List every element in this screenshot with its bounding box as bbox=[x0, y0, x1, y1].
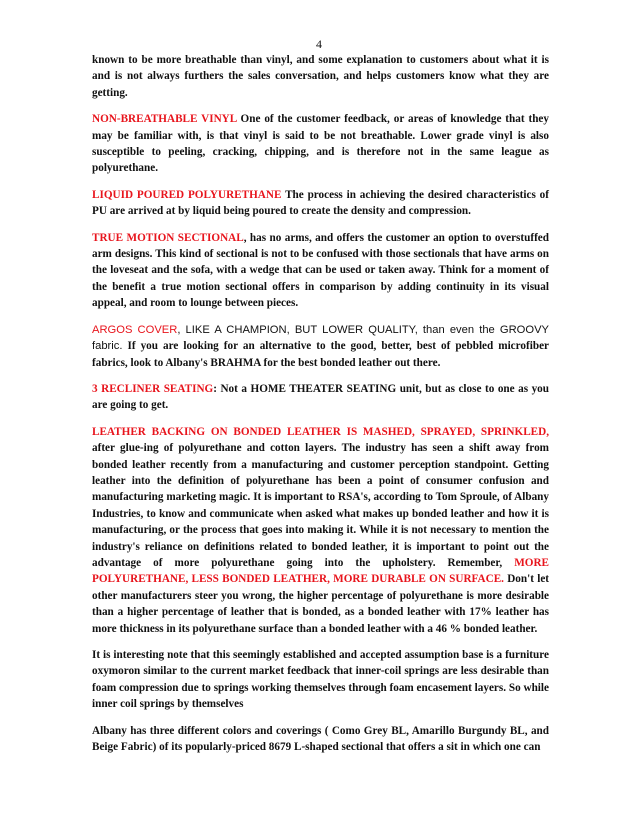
section-heading: NON-BREATHABLE VINYL bbox=[92, 113, 237, 126]
paragraph-text: It is interesting note that this seemingly established and accepted assumption base is a furniture oxymoron similar to the current market feedback that inner-coil springs are less desirable than foam compression due to springs working themselves through foam encasement layers. So while inner coil springs by themselves bbox=[92, 649, 549, 711]
paragraph-argos-cover bbox=[92, 322, 549, 371]
paragraph-liquid-poured-polyurethane bbox=[92, 187, 549, 220]
section-heading: TRUE MOTION SECTIONAL bbox=[92, 231, 244, 244]
paragraph-albany-colors bbox=[92, 723, 549, 756]
paragraph-text: known to be more breathable than vinyl, and some explanation to customers about what it is and is not always furthers the sales conversation, and helps customers know what they are getting. bbox=[92, 54, 549, 99]
section-heading: LEATHER BACKING ON BONDED LEATHER IS MASHED, SPRAYED, SPRINKLED, bbox=[92, 425, 549, 438]
paragraph-text: Albany has three different colors and coverings ( Como Grey BL, Amarillo Burgundy BL, and Beige Fabric) of its popularly-priced 8679 L-shaped sectional that offers a sit in which one can bbox=[92, 724, 549, 754]
paragraph-text: after glue-ing of polyurethane and cotton layers. The industry has seen a shift away from bonded leather recently from a manufacturing and customer perception standpoint. Getting leather into the definition of polyurethane has been a point of consumer confusion and manufacturing marketing magic. It is important to RSA's, according to Tom Sproule, of Albany Industries, to know and communicate when asked what makes up bonded leather and how it is manufacturing, or the process that goes into making it. While it is not necessary to mention the industry's reliance on definitions related to bonded leather, it is important to point out the advantage of more polyurethane going into the upholstery. Remember, bbox=[92, 442, 549, 569]
section-heading: ARGOS COVER bbox=[92, 323, 178, 336]
paragraph-oxymoron bbox=[92, 647, 549, 713]
paragraph-leather-backing bbox=[92, 424, 549, 637]
paragraph-text: The process in achieving the desired characteristics of PU are arrived at by liquid being poured to create the density and compression. bbox=[92, 188, 549, 218]
document-body bbox=[92, 52, 549, 765]
paragraph-non-breathable-vinyl bbox=[92, 111, 549, 177]
page-number: 4 bbox=[316, 37, 322, 51]
section-heading: 3 RECLINER SEATING bbox=[92, 382, 214, 395]
paragraph-tail: Don't let other manufacturers steer you wrong, the higher percentage of polyurethane is more desirable than a higher percentage of leather that is bonded, as a bonded leather with 17% leather has more thickness in its polyurethane surface than a bonded leather with a 46 % bonded leather. bbox=[92, 573, 550, 635]
paragraph-text: , has no arms, and offers the customer an option to overstuffed arm designs. This kind of sectional is not to be confused with those sectionals that have arms on the loveseat and the sofa, with a wedge that can be used or taken away. Think for a moment of the benefit a true motion sectional offers in comparison by adding continuity in its visual appeal, and room to lounge between pieces. bbox=[92, 231, 549, 310]
paragraph-text: If you are looking for an alternative to the good, better, best of pebbled microfiber fabrics, look to Albany's BRAHMA for the best bonded leather out there. bbox=[92, 340, 549, 369]
paragraph-true-motion-sectional bbox=[92, 230, 549, 312]
section-heading: LIQUID POURED POLYURETHANE bbox=[92, 188, 282, 201]
paragraph-text: One of the customer feedback, or areas of knowledge that they may be familiar with, is that vinyl is said to be not breathable. Lower grade vinyl is also susceptible to peeling, cracking, chipping, and is therefore not in the same league as polyurethane. bbox=[92, 113, 549, 175]
highlight-text: MORE POLYURETHANE, LESS BONDED LEATHER, MORE DURABLE ON SURFACE. bbox=[92, 556, 549, 586]
paragraph-3-recliner-seating bbox=[92, 381, 549, 414]
paragraph-breathable-continuation bbox=[92, 52, 549, 101]
paragraph-text: : Not a HOME THEATER SEATING unit, but as close to one as you are going to get. bbox=[92, 382, 550, 412]
paragraph-lead: , LIKE A CHAMPION, BUT LOWER QUALITY, than even the GROOVY fabric. bbox=[92, 323, 549, 353]
